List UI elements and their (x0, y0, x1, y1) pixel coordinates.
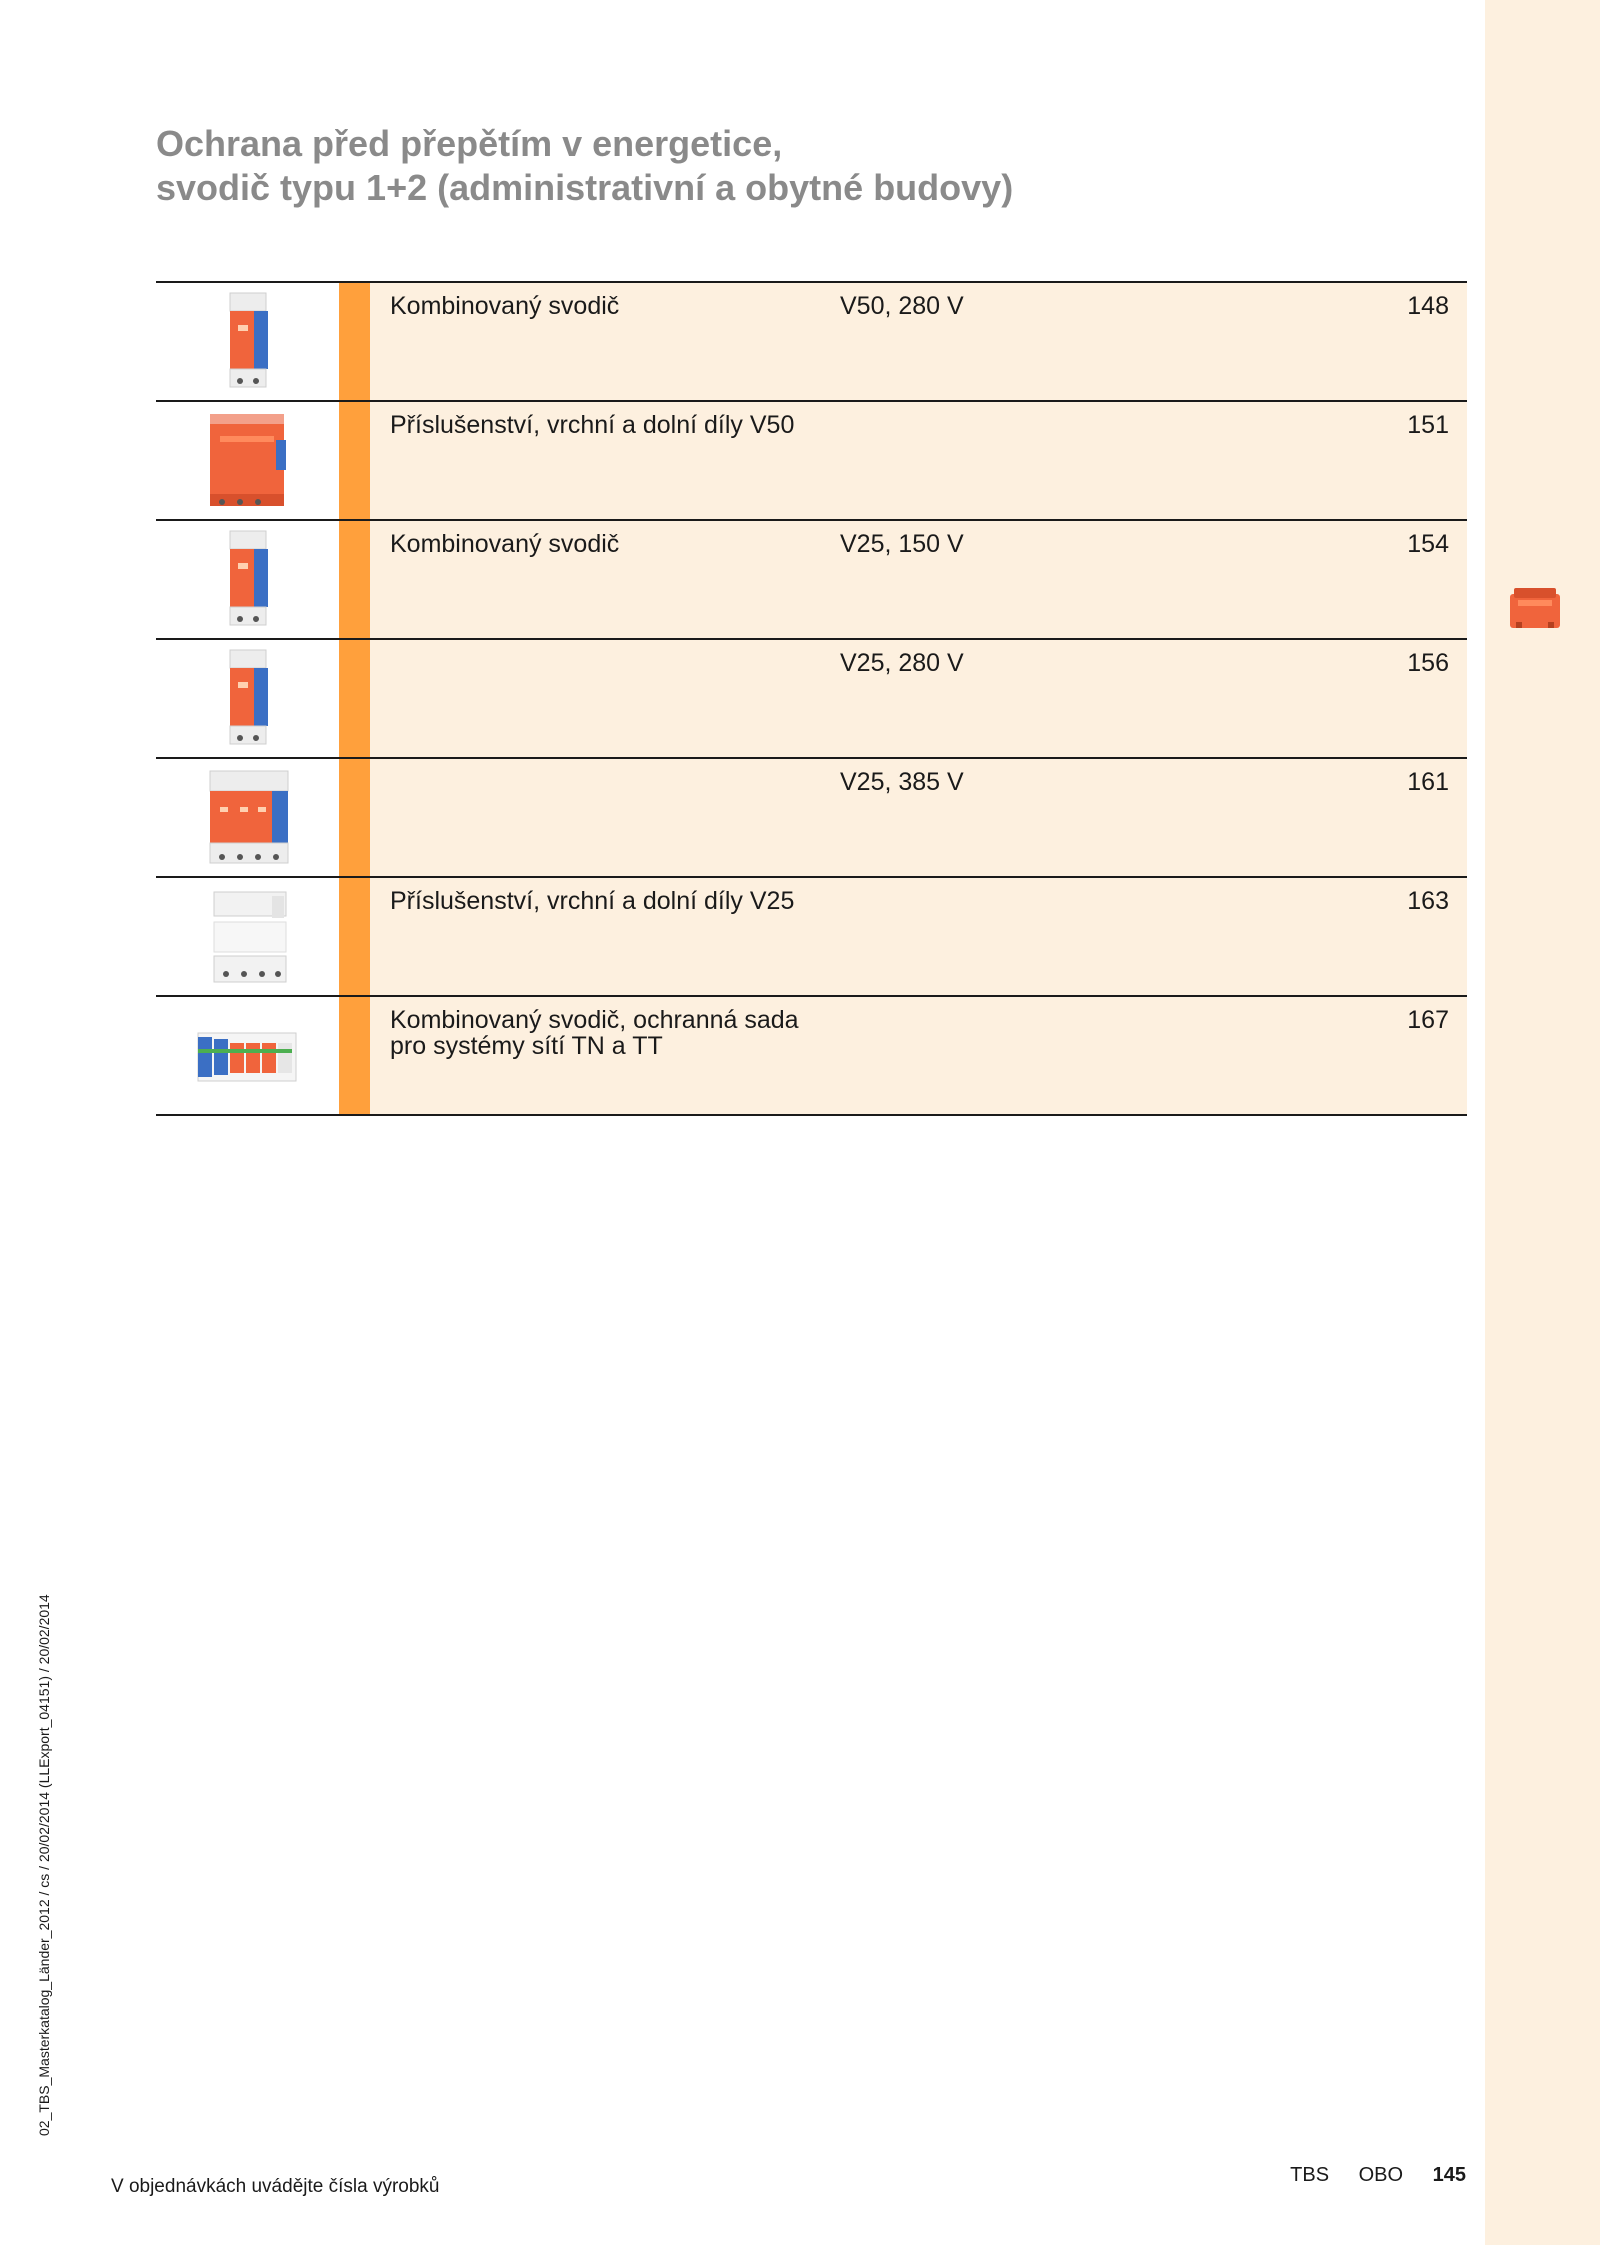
row-content (370, 402, 1467, 519)
product-name (390, 293, 830, 319)
protection-set-tn-tt-icon (192, 1005, 302, 1107)
title-line-2: svodič typu 1+2 (administrativní a obytné budovy) (156, 167, 1014, 208)
product-list (156, 281, 1467, 1116)
product-name-line: Kombinovaný svodič (390, 292, 620, 320)
row-content (370, 283, 1467, 400)
product-row[interactable] (156, 402, 1467, 521)
product-name-line: Příslušenství, vrchní a dolní díly V25 (390, 887, 795, 915)
accent-bar (339, 521, 370, 638)
product-image (156, 640, 339, 757)
product-name-line: Kombinovaný svodič (390, 530, 620, 558)
surge-arrester-v25-150-icon (192, 529, 302, 631)
product-row[interactable] (156, 878, 1467, 997)
product-variant: V25, 385 V (840, 768, 964, 796)
accent-bar (339, 878, 370, 995)
chapter-thumbnail-icon (1508, 586, 1562, 632)
page-reference[interactable]: 151 (1407, 411, 1449, 439)
row-content (370, 521, 1467, 638)
page-reference[interactable]: 167 (1407, 1006, 1449, 1034)
side-strip (1485, 0, 1600, 2245)
row-content (370, 759, 1467, 876)
product-row[interactable] (156, 521, 1467, 640)
page-reference[interactable]: 154 (1407, 530, 1449, 558)
accent-bar (339, 997, 370, 1114)
product-name (390, 888, 830, 914)
page-reference[interactable]: 156 (1407, 649, 1449, 677)
product-row[interactable] (156, 759, 1467, 878)
footer-note: V objednávkách uvádějte čísla výrobků (111, 2176, 440, 2197)
product-image (156, 878, 339, 995)
row-content (370, 640, 1467, 757)
page-reference[interactable]: 161 (1407, 768, 1449, 796)
accent-bar (339, 283, 370, 400)
product-name-line: pro systémy sítí TN a TT (390, 1032, 663, 1060)
accent-bar (339, 759, 370, 876)
accent-bar (339, 402, 370, 519)
footer-brand (1290, 2164, 1466, 2187)
product-image (156, 283, 339, 400)
accessory-top-bottom-v25-icon (192, 886, 302, 988)
product-name-line: Kombinovaný svodič, ochranná sada (390, 1006, 799, 1034)
product-name (390, 531, 830, 557)
page-title (156, 122, 1456, 210)
accessory-top-bottom-v50-icon (192, 410, 302, 512)
page-number: 145 (1432, 2164, 1466, 2186)
product-row[interactable] (156, 640, 1467, 759)
product-image (156, 521, 339, 638)
surge-arrester-v50-icon (192, 291, 302, 393)
product-name (390, 1007, 830, 1059)
product-variant: V50, 280 V (840, 292, 964, 320)
product-variant: V25, 280 V (840, 649, 964, 677)
surge-arrester-v25-280-icon (192, 648, 302, 750)
page-reference[interactable]: 148 (1407, 292, 1449, 320)
product-name-line: Příslušenství, vrchní a dolní díly V50 (390, 411, 795, 439)
product-row[interactable] (156, 997, 1467, 1116)
accent-bar (339, 640, 370, 757)
title-line-1: Ochrana před přepětím v energetice, (156, 123, 783, 164)
product-variant: V25, 150 V (840, 530, 964, 558)
product-name (390, 412, 830, 438)
brand-obo: OBO (1358, 2164, 1404, 2186)
product-row[interactable] (156, 283, 1467, 402)
surge-arrester-v25-385-icon (192, 767, 302, 869)
product-image (156, 759, 339, 876)
product-image (156, 402, 339, 519)
page-reference[interactable]: 163 (1407, 887, 1449, 915)
row-content (370, 997, 1467, 1114)
product-image (156, 997, 339, 1114)
catalog-code: 02_TBS_Masterkatalog_Länder_2012 / cs / 20/02/2014 (LLExport_04151) / 20/02/2014 (36, 1594, 52, 2136)
brand-tbs: TBS (1290, 2164, 1330, 2186)
row-content (370, 878, 1467, 995)
